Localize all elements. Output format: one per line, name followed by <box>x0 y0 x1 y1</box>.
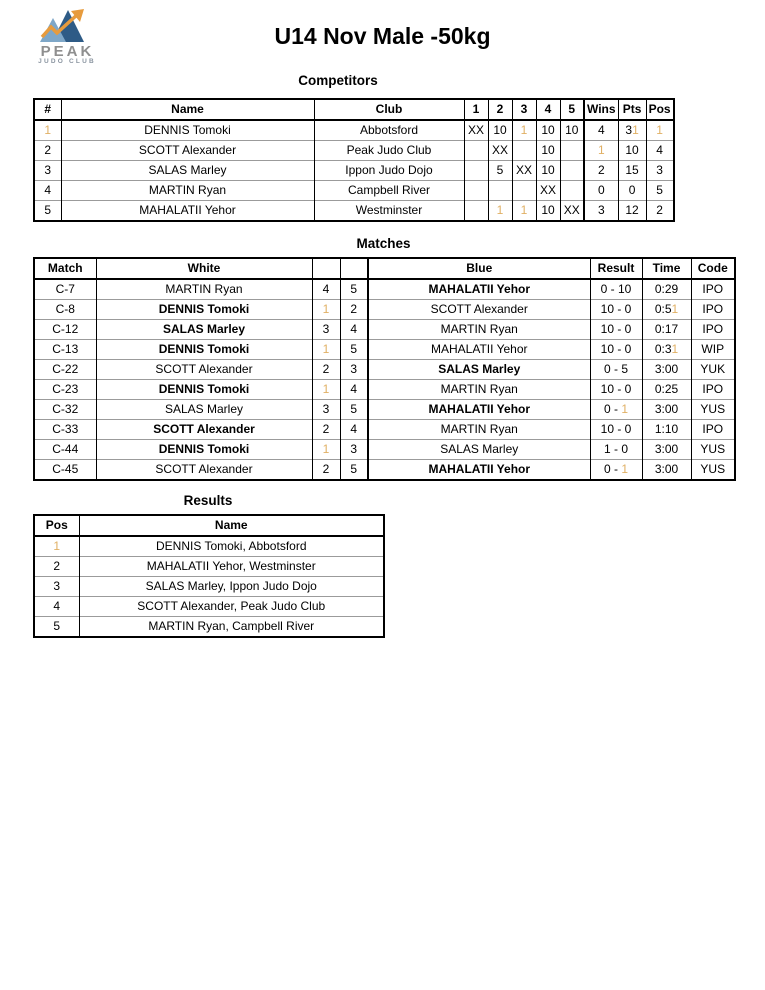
result-name: SCOTT Alexander, Peak Judo Club <box>79 597 384 617</box>
match-row <box>34 320 735 340</box>
matches-table <box>33 257 736 481</box>
blue-number: 5 <box>340 340 368 360</box>
matches-col-header: Match <box>34 258 96 279</box>
matches-heading: Matches <box>356 236 411 251</box>
blue-number: 5 <box>340 460 368 481</box>
result-pos: 5 <box>34 617 79 638</box>
code-cell: YUS <box>691 440 735 460</box>
score-cell: XX <box>560 201 584 222</box>
white-number: 2 <box>312 460 340 481</box>
match-row <box>34 460 735 481</box>
score-cell: XX <box>512 161 536 181</box>
result-pos: 2 <box>34 557 79 577</box>
match-row <box>34 400 735 420</box>
pos-cell: 4 <box>646 141 674 161</box>
time-cell: 0:51 <box>642 300 691 320</box>
blue-player: MARTIN Ryan <box>368 420 590 440</box>
matches-col-header <box>312 258 340 279</box>
competitor-club: Abbotsford <box>314 120 464 141</box>
code-cell: YUS <box>691 460 735 481</box>
result-row <box>34 536 384 557</box>
highlight-one-digit: 1 <box>520 123 528 137</box>
competitors-col-header: 4 <box>536 99 560 120</box>
code-cell: IPO <box>691 380 735 400</box>
white-number: 3 <box>312 320 340 340</box>
wins-cell: 2 <box>584 161 618 181</box>
competitor-name: MAHALATII Yehor <box>61 201 314 222</box>
score-cell: 10 <box>536 161 560 181</box>
code-cell: IPO <box>691 420 735 440</box>
highlight-one-digit: 1 <box>496 203 504 217</box>
result-cell: 0 - 10 <box>590 279 642 300</box>
blue-number: 4 <box>340 420 368 440</box>
highlight-one-digit: 1 <box>671 302 679 316</box>
score-cell <box>512 120 536 141</box>
result-name: SALAS Marley, Ippon Judo Dojo <box>79 577 384 597</box>
time-cell: 0:25 <box>642 380 691 400</box>
competitors-col-header: Pos <box>646 99 674 120</box>
competitor-number: 4 <box>34 181 61 201</box>
result-cell: 0 - 1 <box>590 460 642 481</box>
result-cell: 10 - 0 <box>590 300 642 320</box>
blue-player: SALAS Marley <box>368 360 590 380</box>
white-player: DENNIS Tomoki <box>96 340 312 360</box>
matches-col-header: White <box>96 258 312 279</box>
matches-col-header: Code <box>691 258 735 279</box>
competitor-club: Westminster <box>314 201 464 222</box>
white-number <box>312 340 340 360</box>
match-id: C-32 <box>34 400 96 420</box>
white-number: 2 <box>312 420 340 440</box>
highlight-one-digit: 1 <box>656 123 663 137</box>
score-cell: 10 <box>560 120 584 141</box>
white-number <box>312 300 340 320</box>
match-id: C-33 <box>34 420 96 440</box>
score-cell: 10 <box>536 120 560 141</box>
match-id: C-45 <box>34 460 96 481</box>
blue-player: MAHALATII Yehor <box>368 400 590 420</box>
results-col-header: Pos <box>34 515 79 536</box>
competitors-col-header: 2 <box>488 99 512 120</box>
competitor-club: Ippon Judo Dojo <box>314 161 464 181</box>
pts-cell: 10 <box>618 141 646 161</box>
white-number: 3 <box>312 400 340 420</box>
blue-player: SCOTT Alexander <box>368 300 590 320</box>
score-cell <box>560 141 584 161</box>
white-number: 2 <box>312 360 340 380</box>
match-id: C-7 <box>34 279 96 300</box>
score-cell: 10 <box>536 141 560 161</box>
result-name: MARTIN Ryan, Campbell River <box>79 617 384 638</box>
highlight-one-digit: 1 <box>520 203 528 217</box>
competitors-col-header: Pts <box>618 99 646 120</box>
competitor-name: DENNIS Tomoki <box>61 120 314 141</box>
competitor-number: 5 <box>34 201 61 222</box>
result-cell: 0 - 1 <box>590 400 642 420</box>
highlight-one-digit: 1 <box>322 342 330 356</box>
results-table <box>33 514 385 638</box>
blue-number: 5 <box>340 400 368 420</box>
code-cell: IPO <box>691 279 735 300</box>
highlight-one-digit: 1 <box>597 143 605 157</box>
score-cell <box>560 181 584 201</box>
matches-col-header <box>340 258 368 279</box>
page-title: U14 Nov Male -50kg <box>274 23 491 49</box>
white-player: DENNIS Tomoki <box>96 440 312 460</box>
competitor-number <box>34 120 61 141</box>
score-cell: 10 <box>536 201 560 222</box>
blue-number: 5 <box>340 279 368 300</box>
pos-cell <box>646 120 674 141</box>
highlight-one-digit: 1 <box>322 382 330 396</box>
score-cell: XX <box>488 141 512 161</box>
white-player: MARTIN Ryan <box>96 279 312 300</box>
competitors-header-row <box>34 99 674 120</box>
white-player: SCOTT Alexander <box>96 460 312 481</box>
score-cell: 10 <box>488 120 512 141</box>
match-id: C-22 <box>34 360 96 380</box>
competitor-number: 3 <box>34 161 61 181</box>
result-cell: 10 - 0 <box>590 380 642 400</box>
competitor-row <box>34 201 674 222</box>
results-heading: Results <box>183 493 233 508</box>
result-pos <box>34 536 79 557</box>
highlight-one-digit: 1 <box>671 342 679 356</box>
highlight-one-digit: 1 <box>621 402 629 416</box>
competitor-name: MARTIN Ryan <box>61 181 314 201</box>
blue-number: 3 <box>340 360 368 380</box>
highlight-one-digit: 1 <box>322 442 330 456</box>
score-cell <box>464 161 488 181</box>
result-pos: 4 <box>34 597 79 617</box>
time-cell: 0:17 <box>642 320 691 340</box>
result-cell: 10 - 0 <box>590 340 642 360</box>
result-cell: 0 - 5 <box>590 360 642 380</box>
wins-cell <box>584 141 618 161</box>
competitor-club: Peak Judo Club <box>314 141 464 161</box>
competitors-col-header: 5 <box>560 99 584 120</box>
matches-col-header: Time <box>642 258 691 279</box>
time-cell: 3:00 <box>642 400 691 420</box>
score-cell <box>560 161 584 181</box>
white-number: 4 <box>312 279 340 300</box>
match-row <box>34 340 735 360</box>
code-cell: IPO <box>691 300 735 320</box>
matches-col-header: Result <box>590 258 642 279</box>
highlight-one-digit: 1 <box>621 462 629 476</box>
match-row <box>34 300 735 320</box>
white-player: DENNIS Tomoki <box>96 300 312 320</box>
score-cell <box>512 181 536 201</box>
competitor-club: Campbell River <box>314 181 464 201</box>
time-cell: 3:00 <box>642 440 691 460</box>
white-player: SCOTT Alexander <box>96 420 312 440</box>
competitors-col-header: 1 <box>464 99 488 120</box>
time-cell: 1:10 <box>642 420 691 440</box>
result-name: DENNIS Tomoki, Abbotsford <box>79 536 384 557</box>
blue-player: SALAS Marley <box>368 440 590 460</box>
competitor-row <box>34 120 674 141</box>
competitor-row <box>34 181 674 201</box>
competitors-col-header: Club <box>314 99 464 120</box>
result-row <box>34 597 384 617</box>
white-player: SCOTT Alexander <box>96 360 312 380</box>
score-cell <box>464 141 488 161</box>
score-cell <box>512 201 536 222</box>
result-cell: 10 - 0 <box>590 320 642 340</box>
pts-cell: 15 <box>618 161 646 181</box>
white-number <box>312 380 340 400</box>
competitor-name: SALAS Marley <box>61 161 314 181</box>
time-cell: 0:29 <box>642 279 691 300</box>
competitors-table <box>33 98 675 222</box>
score-cell <box>464 181 488 201</box>
result-row <box>34 557 384 577</box>
competitors-col-header: # <box>34 99 61 120</box>
time-cell: 3:00 <box>642 360 691 380</box>
match-row <box>34 380 735 400</box>
competitors-col-header: Wins <box>584 99 618 120</box>
blue-player: MAHALATII Yehor <box>368 460 590 481</box>
code-cell: WIP <box>691 340 735 360</box>
club-name: PEAK <box>40 43 95 60</box>
matches-header-row <box>34 258 735 279</box>
blue-number: 3 <box>340 440 368 460</box>
highlight-one-digit: 1 <box>53 539 61 553</box>
white-player: SALAS Marley <box>96 320 312 340</box>
blue-player: MAHALATII Yehor <box>368 279 590 300</box>
result-cell: 10 - 0 <box>590 420 642 440</box>
score-cell <box>512 141 536 161</box>
blue-number: 4 <box>340 320 368 340</box>
result-row <box>34 617 384 638</box>
competitors-col-header: 3 <box>512 99 536 120</box>
score-cell: 5 <box>488 161 512 181</box>
score-cell: XX <box>464 120 488 141</box>
time-cell: 0:31 <box>642 340 691 360</box>
match-row <box>34 440 735 460</box>
competitor-row <box>34 141 674 161</box>
blue-number: 2 <box>340 300 368 320</box>
blue-number: 4 <box>340 380 368 400</box>
pos-cell: 3 <box>646 161 674 181</box>
club-subtitle: JUDO CLUB <box>38 58 96 65</box>
white-player: DENNIS Tomoki <box>96 380 312 400</box>
highlight-one-digit: 1 <box>322 302 330 316</box>
wins-cell: 3 <box>584 201 618 222</box>
competitors-col-header: Name <box>61 99 314 120</box>
competitor-name: SCOTT Alexander <box>61 141 314 161</box>
score-cell <box>488 201 512 222</box>
code-cell: IPO <box>691 320 735 340</box>
competitor-number: 2 <box>34 141 61 161</box>
code-cell: YUS <box>691 400 735 420</box>
result-name: MAHALATII Yehor, Westminster <box>79 557 384 577</box>
match-id: C-13 <box>34 340 96 360</box>
match-row <box>34 279 735 300</box>
match-id: C-23 <box>34 380 96 400</box>
wins-cell: 0 <box>584 181 618 201</box>
competitor-row <box>34 161 674 181</box>
time-cell: 3:00 <box>642 460 691 481</box>
match-id: C-12 <box>34 320 96 340</box>
score-cell <box>488 181 512 201</box>
white-number <box>312 440 340 460</box>
pos-cell: 2 <box>646 201 674 222</box>
highlight-one-digit: 1 <box>44 123 52 137</box>
blue-player: MARTIN Ryan <box>368 380 590 400</box>
pos-cell: 5 <box>646 181 674 201</box>
score-cell: XX <box>536 181 560 201</box>
result-pos: 3 <box>34 577 79 597</box>
results-col-header: Name <box>79 515 384 536</box>
match-id: C-8 <box>34 300 96 320</box>
pts-cell: 12 <box>618 201 646 222</box>
match-row <box>34 360 735 380</box>
wins-cell: 4 <box>584 120 618 141</box>
results-header-row <box>34 515 384 536</box>
highlight-one-digit: 1 <box>632 123 639 137</box>
matches-col-header: Blue <box>368 258 590 279</box>
match-row <box>34 420 735 440</box>
pts-cell: 0 <box>618 181 646 201</box>
white-player: SALAS Marley <box>96 400 312 420</box>
blue-player: MARTIN Ryan <box>368 320 590 340</box>
pts-cell: 31 <box>618 120 646 141</box>
score-cell <box>464 201 488 222</box>
competitors-heading: Competitors <box>298 73 378 88</box>
match-id: C-44 <box>34 440 96 460</box>
blue-player: MAHALATII Yehor <box>368 340 590 360</box>
result-row <box>34 577 384 597</box>
result-cell: 1 - 0 <box>590 440 642 460</box>
code-cell: YUK <box>691 360 735 380</box>
